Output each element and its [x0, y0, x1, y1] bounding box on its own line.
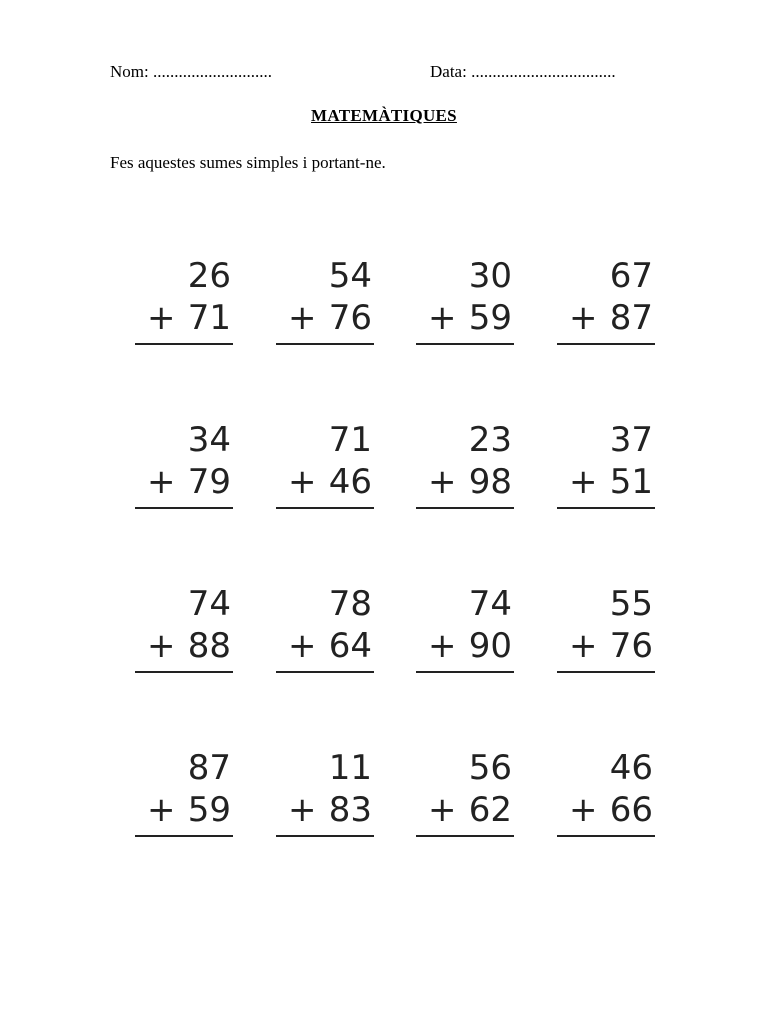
- answer-line: [276, 507, 374, 509]
- addend-bottom: 88: [187, 626, 231, 666]
- addend-bottom: 79: [187, 462, 231, 502]
- addend-bottom-row: [282, 626, 372, 666]
- plus-sign: +: [428, 790, 457, 830]
- plus-sign: +: [569, 790, 598, 830]
- date-field: Data: ..................................: [430, 62, 616, 81]
- plus-sign: +: [428, 626, 457, 666]
- addend-bottom: 51: [609, 462, 653, 502]
- addend-top: 11: [328, 748, 372, 788]
- addend-bottom: 98: [468, 462, 512, 502]
- sum-problem: [557, 256, 657, 356]
- plus-sign: +: [569, 626, 598, 666]
- addend-top: 54: [328, 256, 372, 296]
- addend-bottom-row: [282, 298, 372, 338]
- answer-line: [135, 835, 233, 837]
- plus-sign: +: [147, 462, 176, 502]
- addend-top: 71: [328, 420, 372, 460]
- addend-top: 67: [609, 256, 653, 296]
- plus-sign: +: [428, 462, 457, 502]
- sum-problem: [416, 256, 516, 356]
- plus-sign: +: [288, 790, 317, 830]
- name-field: Nom: ............................: [110, 62, 272, 81]
- sum-problem: [557, 748, 657, 848]
- addend-top: 46: [609, 748, 653, 788]
- sum-problem: [557, 420, 657, 520]
- addend-bottom-row: [563, 626, 653, 666]
- sum-problem: [276, 584, 376, 684]
- addend-bottom: 59: [187, 790, 231, 830]
- addend-top: 74: [187, 584, 231, 624]
- addend-top: 30: [468, 256, 512, 296]
- plus-sign: +: [288, 626, 317, 666]
- sum-problem: [135, 584, 235, 684]
- sum-problem: [276, 748, 376, 848]
- plus-sign: +: [569, 298, 598, 338]
- sum-problem: [135, 256, 235, 356]
- plus-sign: +: [288, 462, 317, 502]
- sum-problem: [135, 420, 235, 520]
- answer-line: [135, 343, 233, 345]
- addend-bottom-row: [422, 790, 512, 830]
- addend-bottom-row: [141, 790, 231, 830]
- addend-top: 23: [468, 420, 512, 460]
- answer-line: [557, 671, 655, 673]
- addend-bottom-row: [422, 626, 512, 666]
- addend-bottom-row: [282, 790, 372, 830]
- addend-bottom-row: [282, 462, 372, 502]
- addend-bottom: 83: [328, 790, 372, 830]
- addend-bottom-row: [563, 298, 653, 338]
- instructions-text: Fes aquestes sumes simples i portant-ne.: [110, 153, 386, 172]
- addend-bottom-row: [141, 626, 231, 666]
- addend-bottom: 46: [328, 462, 372, 502]
- answer-line: [416, 343, 514, 345]
- addend-bottom-row: [141, 298, 231, 338]
- addend-top: 74: [468, 584, 512, 624]
- addend-bottom: 76: [609, 626, 653, 666]
- addend-top: 55: [609, 584, 653, 624]
- addend-bottom: 66: [609, 790, 653, 830]
- answer-line: [135, 671, 233, 673]
- page-title: MATEMÀTIQUES: [311, 106, 457, 125]
- addend-bottom: 90: [468, 626, 512, 666]
- addend-bottom-row: [422, 298, 512, 338]
- addend-bottom-row: [563, 790, 653, 830]
- sum-problem: [416, 748, 516, 848]
- answer-line: [557, 343, 655, 345]
- addend-bottom-row: [422, 462, 512, 502]
- answer-line: [557, 507, 655, 509]
- addend-top: 78: [328, 584, 372, 624]
- sum-problem: [276, 256, 376, 356]
- sum-problem: [135, 748, 235, 848]
- answer-line: [135, 507, 233, 509]
- answer-line: [416, 835, 514, 837]
- addend-bottom: 87: [609, 298, 653, 338]
- answer-line: [416, 507, 514, 509]
- addend-bottom: 71: [187, 298, 231, 338]
- addend-bottom-row: [563, 462, 653, 502]
- sum-problem: [416, 420, 516, 520]
- addend-bottom-row: [141, 462, 231, 502]
- sum-problem: [416, 584, 516, 684]
- addend-bottom: 64: [328, 626, 372, 666]
- addend-top: 37: [609, 420, 653, 460]
- addend-top: 87: [187, 748, 231, 788]
- answer-line: [276, 343, 374, 345]
- plus-sign: +: [147, 790, 176, 830]
- plus-sign: +: [147, 626, 176, 666]
- plus-sign: +: [147, 298, 176, 338]
- sum-problem: [557, 584, 657, 684]
- addend-bottom: 62: [468, 790, 512, 830]
- addend-top: 56: [468, 748, 512, 788]
- plus-sign: +: [288, 298, 317, 338]
- answer-line: [416, 671, 514, 673]
- answer-line: [276, 671, 374, 673]
- addend-bottom: 59: [468, 298, 512, 338]
- sum-problem: [276, 420, 376, 520]
- plus-sign: +: [569, 462, 598, 502]
- addend-top: 34: [187, 420, 231, 460]
- addend-bottom: 76: [328, 298, 372, 338]
- answer-line: [557, 835, 655, 837]
- answer-line: [276, 835, 374, 837]
- addend-top: 26: [187, 256, 231, 296]
- plus-sign: +: [428, 298, 457, 338]
